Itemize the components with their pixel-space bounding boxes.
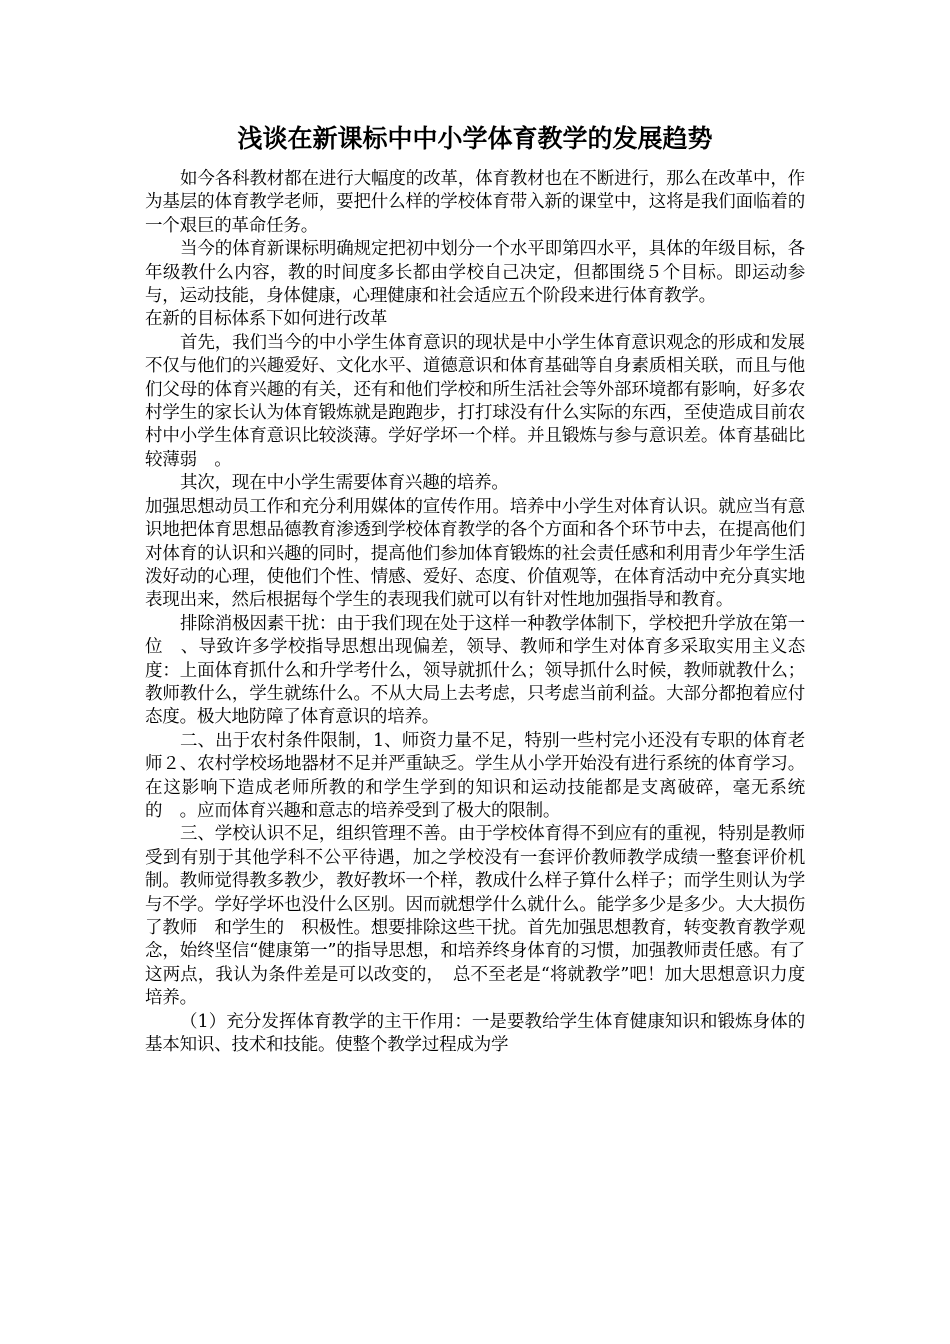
paragraph: 如今各科教材都在进行大幅度的改革，体育教材也在不断进行，那么在改革中，作为基层的体育教学老师，要把什么样的学校体育带入新的课堂中，这将是我们面临着的一个艰巨的革命任务。	[145, 169, 805, 236]
paragraph: 首先，我们当今的中小学生体育意识的现状是中小学生体育意识观念的形成和发展不仅与他们的兴趣爱好、文化水平、道德意识和体育基础等自身素质相关联，而且与他们父母的体育兴趣的有关，还有和他们学校和所生活社会等外部环境都有影响，好多农村学生的家长认为体育锻炼就是跑跑步，打打球没有什么实际的东西，至使造成目前农村中小学生体育意识比较淡薄。学好学坏一个样。并且锻炼与参与意识差。体育基础比较薄弱 。	[145, 332, 805, 470]
paragraph: 当今的体育新课标明确规定把初中划分一个水平即第四水平，具体的年级目标，各年级教什么内容，教的时间度多长都由学校自己决定，但都围绕５个目标。即运动参与，运动技能，身体健康，心理健康和社会适应五个阶段来进行体育教学。	[145, 239, 805, 307]
document-body	[145, 168, 805, 1057]
paragraph: 排除消极因素干扰：由于我们现在处于这样一种教学体制下，学校把升学放在第一位 、导致许多学校指导思想出现偏差，领导、教师和学生对体育多采取实用主义态度：上面体育抓什么和升学考什么，领导就抓什么；领导抓什么时候，教师就教什么；教师教什么，学生就练什么。不从大局上去考虑，只考虑当前利益。大部分都抱着应付态度。极大地防障了体育意识的培养。	[145, 613, 805, 728]
paragraph: 其次，现在中小学生需要体育兴趣的培养。	[180, 473, 509, 494]
paragraph: 二、出于农村条件限制，1、师资力量不足，特别一些村完小还没有专职的体育老师２、农村学校场地器材不足并严重缺乏。学生从小学开始没有进行系统的体育学习。在这影响下造成老师所教的和学生学到的知识和运动技能都是支离破碎，毫无系统的 。应而体育兴趣和意志的培养受到了极大的限制。	[145, 730, 805, 821]
paragraph: 加强思想动员工作和充分利用媒体的宣传作用。培养中小学生对体育认识。就应当有意识地把体育思想品德教育渗透到学校体育教学的各个方面和各个环节中去，在提高他们对体育的认识和兴趣的同时，提高他们参加体育锻炼的社会责任感和利用青少年学生活泼好动的心理，使他们个性、情感、爱好、态度、价值观等，在体育活动中充分真实地表现出来，然后根据每个学生的表现我们就可以有针对性地加强指导和教育。	[145, 496, 805, 611]
paragraph: 三、学校认识不足，组织管理不善。由于学校体育得不到应有的重视，特别是教师受到有别于其他学科不公平待遇，加之学校没有一套评价教师教学成绩一整套评价机制。教师觉得教多教少，教好教坏一个样，教成什么样子算什么样子；而学生则认为学与不学。学好学坏也没什么区别。因而就想学什么就什么。能学多少是多少。大大损伤了教师 和学生的 积极性。想要排除这些干扰。首先加强思想教育，转变教育教学观念，始终坚信“健康第一”的指导思想，和培养终身体育的习惯，加强教师责任感。有了这两点，我认为条件差是可以改变的， 总不至老是“将就教学”吧！加大思想意识力度培养。	[145, 824, 805, 1009]
document-title: 浅谈在新课标中中小学体育教学的发展趋势	[237, 124, 713, 153]
paragraph: （1）充分发挥体育教学的主干作用：一是要教给学生体育健康知识和锻炼身体的基本知识、技术和技能。使整个教学过程成为学	[145, 1011, 805, 1056]
section-heading: 在新的目标体系下如何进行改革	[145, 309, 388, 330]
